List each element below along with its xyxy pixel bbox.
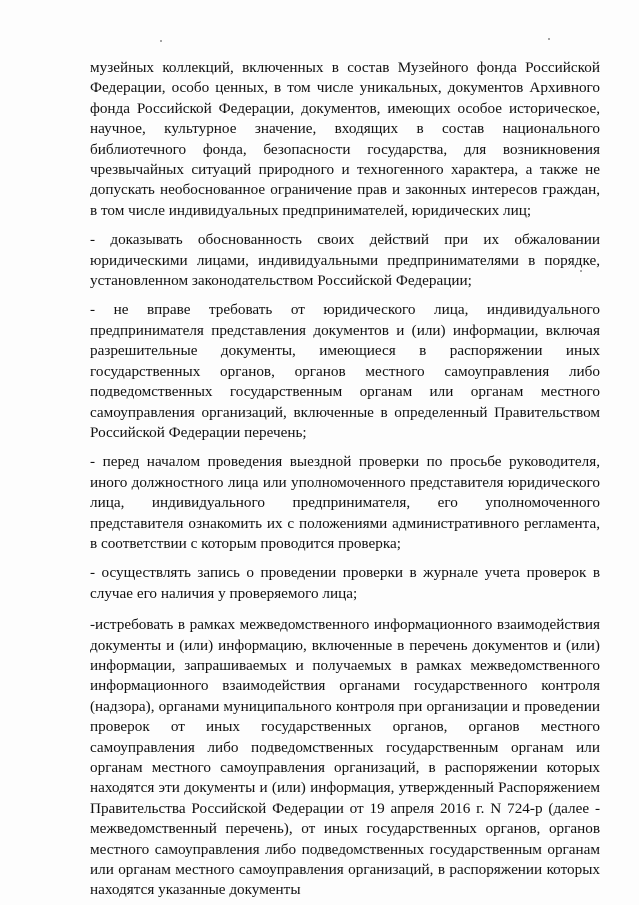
paragraph-museum-collections: музейных коллекций, включенных в состав Музейного фонда Российской Федерации, особо ценных, в том числе уникальных, документов Архивного фонда Российской Федерации, документов, имеющих особое историческое, научное, культурное значение, входящих в состав национального библиотечного фонда, безопасности государства, для возникновения чрезвычайных ситуаций природного и техногенного характера, а также не допускать необоснованное ограничение прав и законных интересов граждан, в том числе индивидуальных предпринимателей, юридических лиц;	[90, 59, 600, 219]
paragraph-inspection-log: - осуществлять запись о проведении проверки в журнале учета проверок в случае его наличия у проверяемого лица;	[90, 564, 600, 602]
document-body	[90, 58, 600, 910]
scan-speck	[160, 40, 162, 42]
scan-speck	[548, 38, 550, 40]
paragraph-justify-actions: - доказывать обоснованность своих действий при их обжаловании юридическими лицами, индивидуальными предпринимателями в порядке, установленном законодательством Российской Федерации;	[90, 231, 600, 290]
paragraph-familiarize-regulation: - перед началом проведения выездной проверки по просьбе руководителя, иного должностного лица или уполномоченного представителя юридического лица, индивидуального предпринимателя, его уполномоченного представителя ознакомить их с положениями административного регламента, в соответствии с которым проводится проверка;	[90, 453, 600, 552]
paragraph-request-interagency: -истребовать в рамках межведомственного информационного взаимодействия документы и (или) информацию, включенные в перечень документов и (или) информации, запрашиваемых и получаемых в рамках межведомственного информационного взаимодействия органами государственного контроля (надзора), органами муниципального контроля при организации и проведении проверок от иных государственных органов, органов местного самоуправления либо подведомственных государственным органам или органам местного самоуправления организаций, в распоряжении которых находятся эти документы и (или) информация, утвержденный Распоряжением Правительства Российской Федерации от 19 апреля 2016 г. N 724-р (далее - межведомственный перечень), от иных государственных органов, органов местного самоуправления либо подведомственных государственным органам или органам местного самоуправления организаций, в распоряжении которых находятся указанные документы	[90, 616, 600, 899]
paragraph-not-entitled-to-demand: - не вправе требовать от юридического лица, индивидуального предпринимателя представления документов и (или) информации, включая разрешительные документы, имеющиеся в распоряжении иных государственных органов, органов местного самоуправления либо подведомственных государственным органам или органам местного самоуправления организаций, включенные в определенный Правительством Российской Федерации перечень;	[90, 301, 600, 441]
